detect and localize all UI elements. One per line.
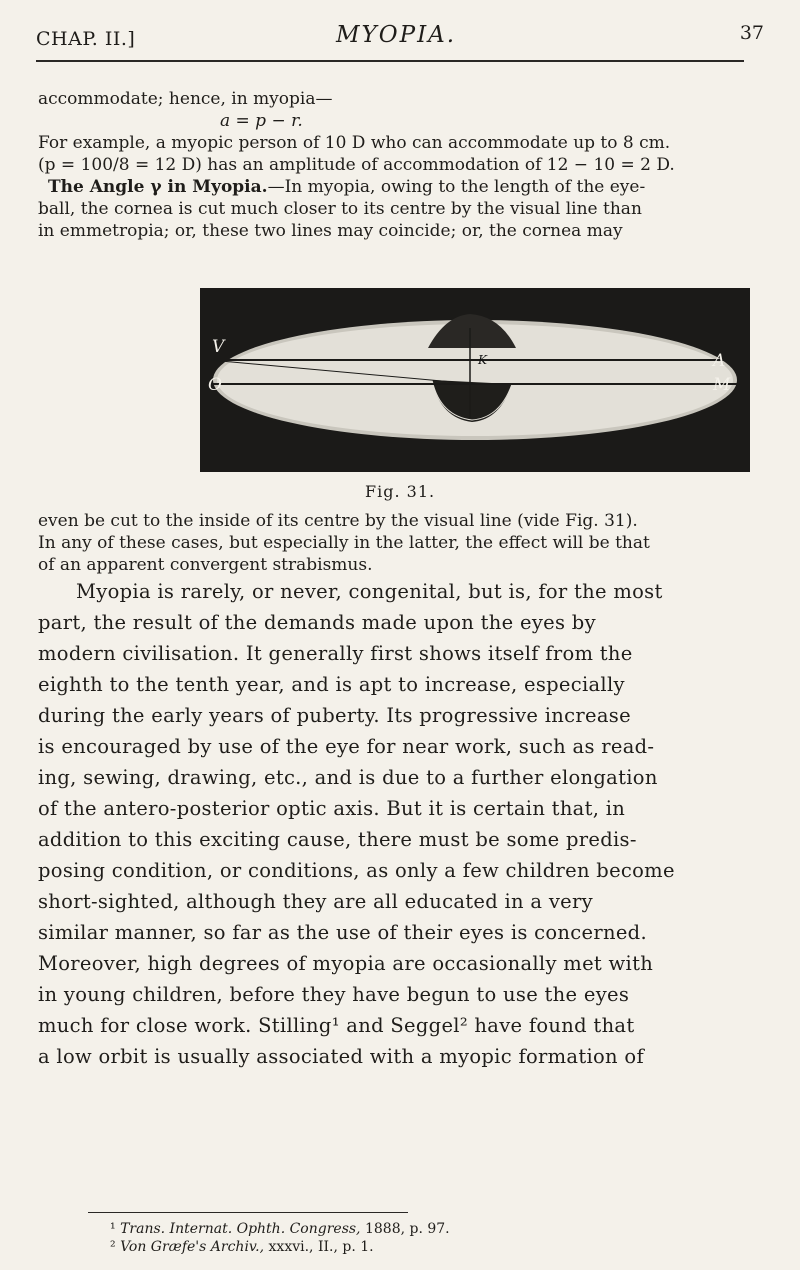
text-line: posing condition, or conditions, as only a few children become bbox=[38, 859, 675, 882]
footnote-detail: 1888, p. 97. bbox=[364, 1221, 450, 1237]
text-line: similar manner, so far as the use of their eyes is concerned. bbox=[38, 921, 647, 944]
footnotes bbox=[110, 1220, 450, 1256]
eye-diagram-figure bbox=[200, 288, 750, 472]
footnote-detail: xxxvi., II., p. 1. bbox=[268, 1239, 374, 1255]
text-line: modern civilisation. It generally first shows itself from the bbox=[38, 642, 633, 665]
text-line: during the early years of puberty. Its progressive increase bbox=[38, 704, 631, 727]
text-line: part, the result of the demands made upon the eyes by bbox=[38, 611, 596, 634]
footnote-2 bbox=[110, 1238, 450, 1256]
text-line: in emmetropia; or, these two lines may coincide; or, the cornea may bbox=[38, 221, 623, 241]
figure-caption: Fig. 31. bbox=[365, 482, 436, 501]
text-line: For example, a myopic person of 10 D who can accommodate up to 8 cm. bbox=[38, 133, 671, 153]
section-heading: The Angle γ in Myopia. bbox=[48, 177, 268, 197]
text-line: in young children, before they have begun to use the eyes bbox=[38, 983, 630, 1006]
text-line bbox=[38, 176, 760, 198]
label-k: K bbox=[478, 353, 487, 367]
footnote-marker: ² bbox=[110, 1239, 116, 1255]
text-line: a low orbit is usually associated with a myopic formation of bbox=[38, 1045, 644, 1068]
page-number: 37 bbox=[739, 22, 764, 44]
top-text bbox=[38, 88, 760, 242]
text-line: ball, the cornea is cut much closer to its centre by the visual line than bbox=[38, 199, 642, 219]
text-line: even be cut to the inside of its centre by the visual line (vide Fig. 31). bbox=[38, 511, 638, 531]
body-paragraph bbox=[38, 576, 768, 1072]
running-head bbox=[36, 22, 772, 52]
text-line: ing, sewing, drawing, etc., and is due to a further elongation bbox=[38, 766, 658, 789]
footnote-rule bbox=[88, 1212, 408, 1213]
label-o: O bbox=[208, 375, 222, 395]
footnote-marker: ¹ bbox=[110, 1221, 116, 1237]
text-line: short-sighted, although they are all educated in a very bbox=[38, 890, 593, 913]
text-fragment: —In myopia, owing to the length of the eye- bbox=[267, 177, 646, 197]
text-line: of an apparent convergent strabismus. bbox=[38, 555, 373, 575]
continuation-text bbox=[38, 510, 760, 576]
label-a: A bbox=[713, 351, 726, 371]
header-rule bbox=[36, 60, 744, 62]
text-line: Moreover, high degrees of myopia are occasionally met with bbox=[38, 952, 654, 975]
formula: a = p − r. bbox=[220, 111, 303, 131]
footnote-source: Von Græfe's Archiv., bbox=[120, 1239, 265, 1255]
label-m: M bbox=[713, 375, 731, 395]
text-line: addition to this exciting cause, there must be some predis- bbox=[38, 828, 637, 851]
text-line: much for close work. Stilling¹ and Seggel² have found that bbox=[38, 1014, 635, 1037]
label-v: V bbox=[212, 337, 225, 357]
text-line: accommodate; hence, in myopia— bbox=[38, 89, 333, 109]
text-line: Myopia is rarely, or never, congenital, but is, for the most bbox=[76, 580, 663, 603]
text-line: eighth to the tenth year, and is apt to increase, especially bbox=[38, 673, 625, 696]
text-line: of the antero-posterior optic axis. But it is certain that, in bbox=[38, 797, 626, 820]
chapter-label: CHAP. II.] bbox=[36, 28, 136, 50]
footnote-1 bbox=[110, 1220, 450, 1238]
text-line: In any of these cases, but especially in the latter, the effect will be that bbox=[38, 533, 650, 553]
footnote-source: Trans. Internat. Ophth. Congress, bbox=[120, 1221, 361, 1237]
text-line: is encouraged by use of the eye for near work, such as read- bbox=[38, 735, 655, 758]
page-title: MYOPIA. bbox=[336, 22, 457, 48]
text-line: (p = 100/8 = 12 D) has an amplitude of accommodation of 12 − 10 = 2 D. bbox=[38, 155, 675, 175]
